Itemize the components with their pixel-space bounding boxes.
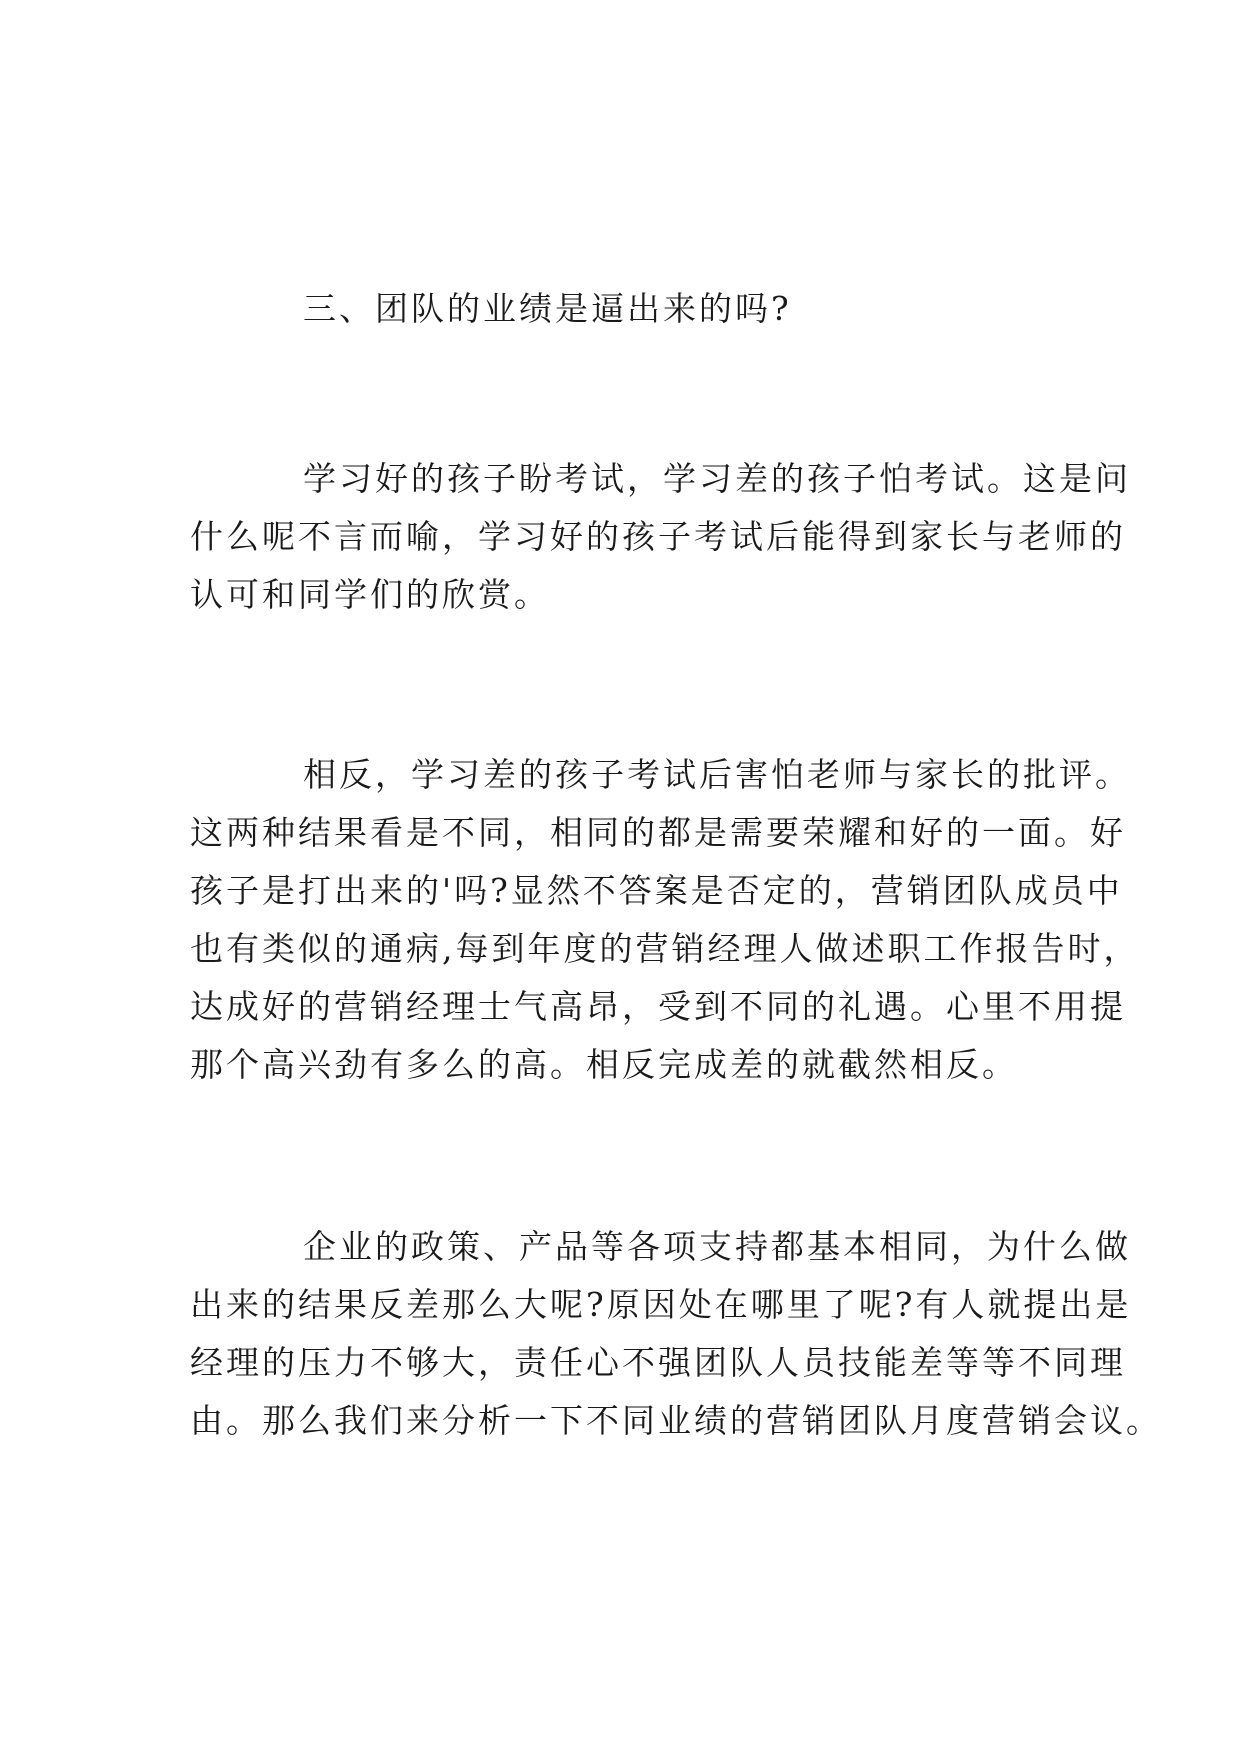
- paragraph-1: [190, 450, 1131, 624]
- paragraph-line: 认可和同学们的欣赏。: [190, 575, 550, 614]
- paragraph-line: 经理的压力不够大，责任心不强团队人员技能差等等不同理: [190, 1343, 1126, 1382]
- paragraph-line: 相反，学习差的孩子考试后害怕老师与家长的批评。: [303, 755, 1131, 794]
- paragraph-line: 由。那么我们来分析一下不同业绩的营销团队月度营销会议。: [190, 1401, 1162, 1440]
- section-heading: [190, 280, 1060, 338]
- paragraph-line: 达成好的营销经理士气高昂，受到不同的礼遇。心里不用提: [190, 987, 1126, 1026]
- paragraph-line: 学习好的孩子盼考试，学习差的孩子怕考试。这是问: [303, 459, 1131, 498]
- paragraph-line: 孩子是打出来的'吗?显然不答案是否定的，营销团队成员中: [190, 871, 1123, 910]
- paragraph-line: 也有类似的通病,每到年度的营销经理人做述职工作报告时，: [190, 929, 1140, 968]
- paragraph-2: [190, 746, 1140, 1094]
- paragraph-3: [190, 1218, 1162, 1450]
- paragraph-line: 什么呢不言而喻，学习好的孩子考试后能得到家长与老师的: [190, 517, 1126, 556]
- paragraph-line: 这两种结果看是不同，相同的都是需要荣耀和好的一面。好: [190, 813, 1126, 852]
- paragraph-line: 企业的政策、产品等各项支持都基本相同，为什么做: [303, 1227, 1131, 1266]
- paragraph-line: 那个高兴劲有多么的高。相反完成差的就截然相反。: [190, 1045, 1018, 1084]
- heading-text: 三、团队的业绩是逼出来的吗?: [303, 289, 792, 328]
- paragraph-line: 出来的结果反差那么大呢?原因处在哪里了呢?有人就提出是: [190, 1285, 1132, 1324]
